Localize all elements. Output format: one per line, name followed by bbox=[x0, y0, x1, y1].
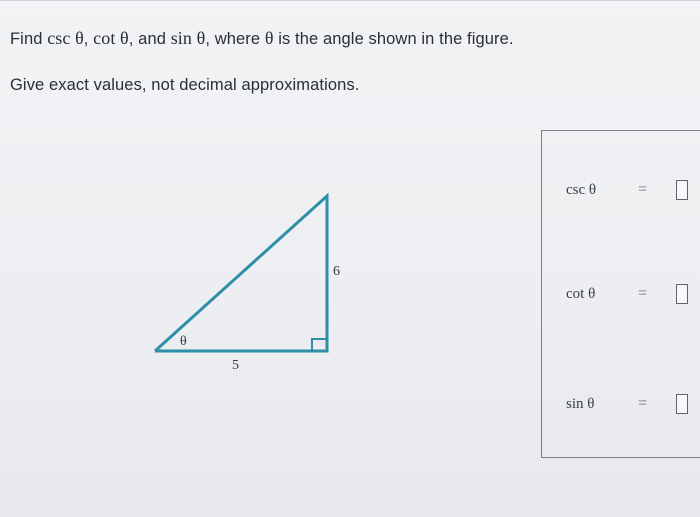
csc-theta-label: csc θ bbox=[566, 182, 597, 198]
answer-panel bbox=[541, 130, 700, 458]
theta-symbol: θ bbox=[264, 28, 274, 48]
right-triangle-figure bbox=[140, 180, 360, 380]
sin-answer-row bbox=[542, 391, 700, 421]
height-length-label: 6 bbox=[333, 264, 340, 279]
csc-theta-expression: csc θ bbox=[47, 28, 84, 48]
question-line-1 bbox=[10, 27, 514, 50]
question-separator-1: , bbox=[83, 30, 94, 48]
equals-sign: = bbox=[638, 395, 648, 412]
triangle-outline bbox=[155, 196, 327, 351]
equals-sign: = bbox=[638, 181, 648, 198]
question-separator-2: , and bbox=[128, 30, 171, 48]
question-text-find: Find bbox=[10, 30, 48, 48]
csc-answer-input[interactable] bbox=[676, 180, 688, 200]
question-text-angle: is the angle shown in the figure. bbox=[273, 30, 514, 48]
cot-theta-label: cot θ bbox=[566, 286, 596, 302]
right-angle-marker bbox=[312, 339, 327, 351]
csc-answer-row bbox=[542, 177, 700, 207]
question-line-2: Give exact values, not decimal approximations. bbox=[10, 76, 360, 94]
sin-theta-expression: sin θ bbox=[170, 28, 206, 48]
question-text-where: , where bbox=[205, 30, 265, 48]
cot-theta-expression: cot θ bbox=[93, 28, 129, 48]
sin-theta-label: sin θ bbox=[566, 396, 595, 412]
top-divider bbox=[0, 0, 700, 1]
cot-answer-input[interactable] bbox=[676, 284, 688, 304]
base-length-label: 5 bbox=[232, 358, 239, 373]
equals-sign: = bbox=[638, 285, 648, 302]
angle-theta-label: θ bbox=[180, 334, 187, 349]
sin-answer-input[interactable] bbox=[676, 394, 688, 414]
cot-answer-row bbox=[542, 281, 700, 311]
